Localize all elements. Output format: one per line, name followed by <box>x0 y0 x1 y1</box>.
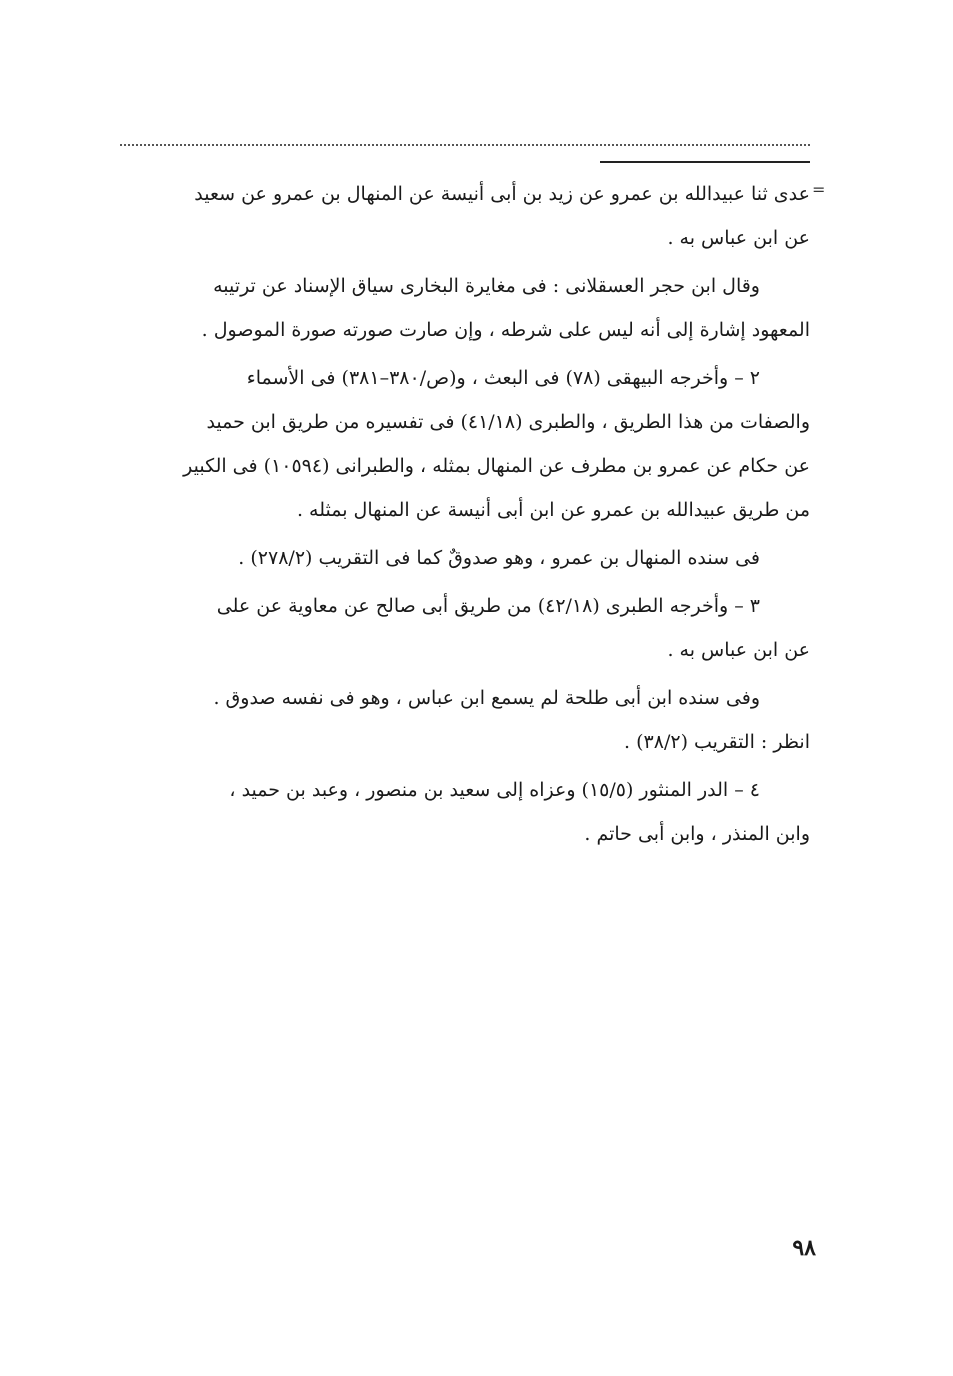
continuation-mark: = <box>812 180 826 199</box>
footnote-note-3 <box>110 584 810 672</box>
footnote-line: من طريق عبيدالله بن عمرو عن ابن أبى أنيسة عن المنهال بمثله . <box>296 499 810 521</box>
footnotes-block <box>110 172 810 860</box>
footnote-line: عن حكام عن عمرو بن مطرف عن المنهال بمثله ، والطبرانى (١٠٥٩٤) فى الكبير <box>183 455 810 477</box>
footnote-note-ibn-hajar <box>110 264 810 352</box>
footnote-note-2-sanad <box>110 536 810 580</box>
footnote-note-2 <box>110 356 810 532</box>
page-number: ٩٨ <box>792 1235 816 1261</box>
footnote-line: ٢ – وأخرجه البيهقى (٧٨) فى البعث ، و(ص/٣٨٠–٣٨١) فى الأسماء <box>246 367 760 389</box>
footnote-line: ٣ – وأخرجه الطبرى (٤٢/١٨) من طريق أبى صالح عن معاوية عن على <box>216 595 760 617</box>
footnote-line: وفى سنده ابن أبى طلحة لم يسمع ابن عباس ، وهو فى نفسه صدوق . <box>213 687 760 709</box>
footnote-note-3-sanad <box>110 676 810 764</box>
footnote-line: وابن المنذر ، وابن أبى حاتم . <box>584 823 810 845</box>
footnote-note-4 <box>110 768 810 856</box>
footnote-line: انظر : التقريب (٣٨/٢) . <box>624 731 810 753</box>
footnote-line: عن ابن عباس به . <box>667 639 810 661</box>
footnote-line: فى سنده المنهال بن عمرو ، وهو صدوقٌ كما فى التقريب (٢٧٨/٢) . <box>238 547 760 569</box>
footnote-line: ٤ – الدر المنثور (١٥/٥) وعزاه إلى سعيد بن منصور ، وعبد بن حميد ، <box>229 779 760 801</box>
dotted-separator <box>120 144 810 146</box>
footnote-line: والصفات من هذا الطريق ، والطبرى (٤١/١٨) فى تفسيره من طريق ابن حميد <box>206 411 810 433</box>
footnote-note-cont <box>110 172 810 260</box>
footnote-line: عدى ثنا عبيدالله بن عمرو عن زيد بن أبى أنيسة عن المنهال بن عمرو عن سعيد <box>194 183 810 205</box>
footnote-line: المعهود إشارة إلى أنه ليس على شرطه ، وإن صارت صورته صورة الموصول . <box>201 319 810 341</box>
footnote-rule <box>600 161 810 163</box>
footnote-line: وقال ابن حجر العسقلانى : فى مغايرة البخارى سياق الإسناد عن ترتيبه <box>213 275 760 297</box>
footnote-line: عن ابن عباس به . <box>667 227 810 249</box>
